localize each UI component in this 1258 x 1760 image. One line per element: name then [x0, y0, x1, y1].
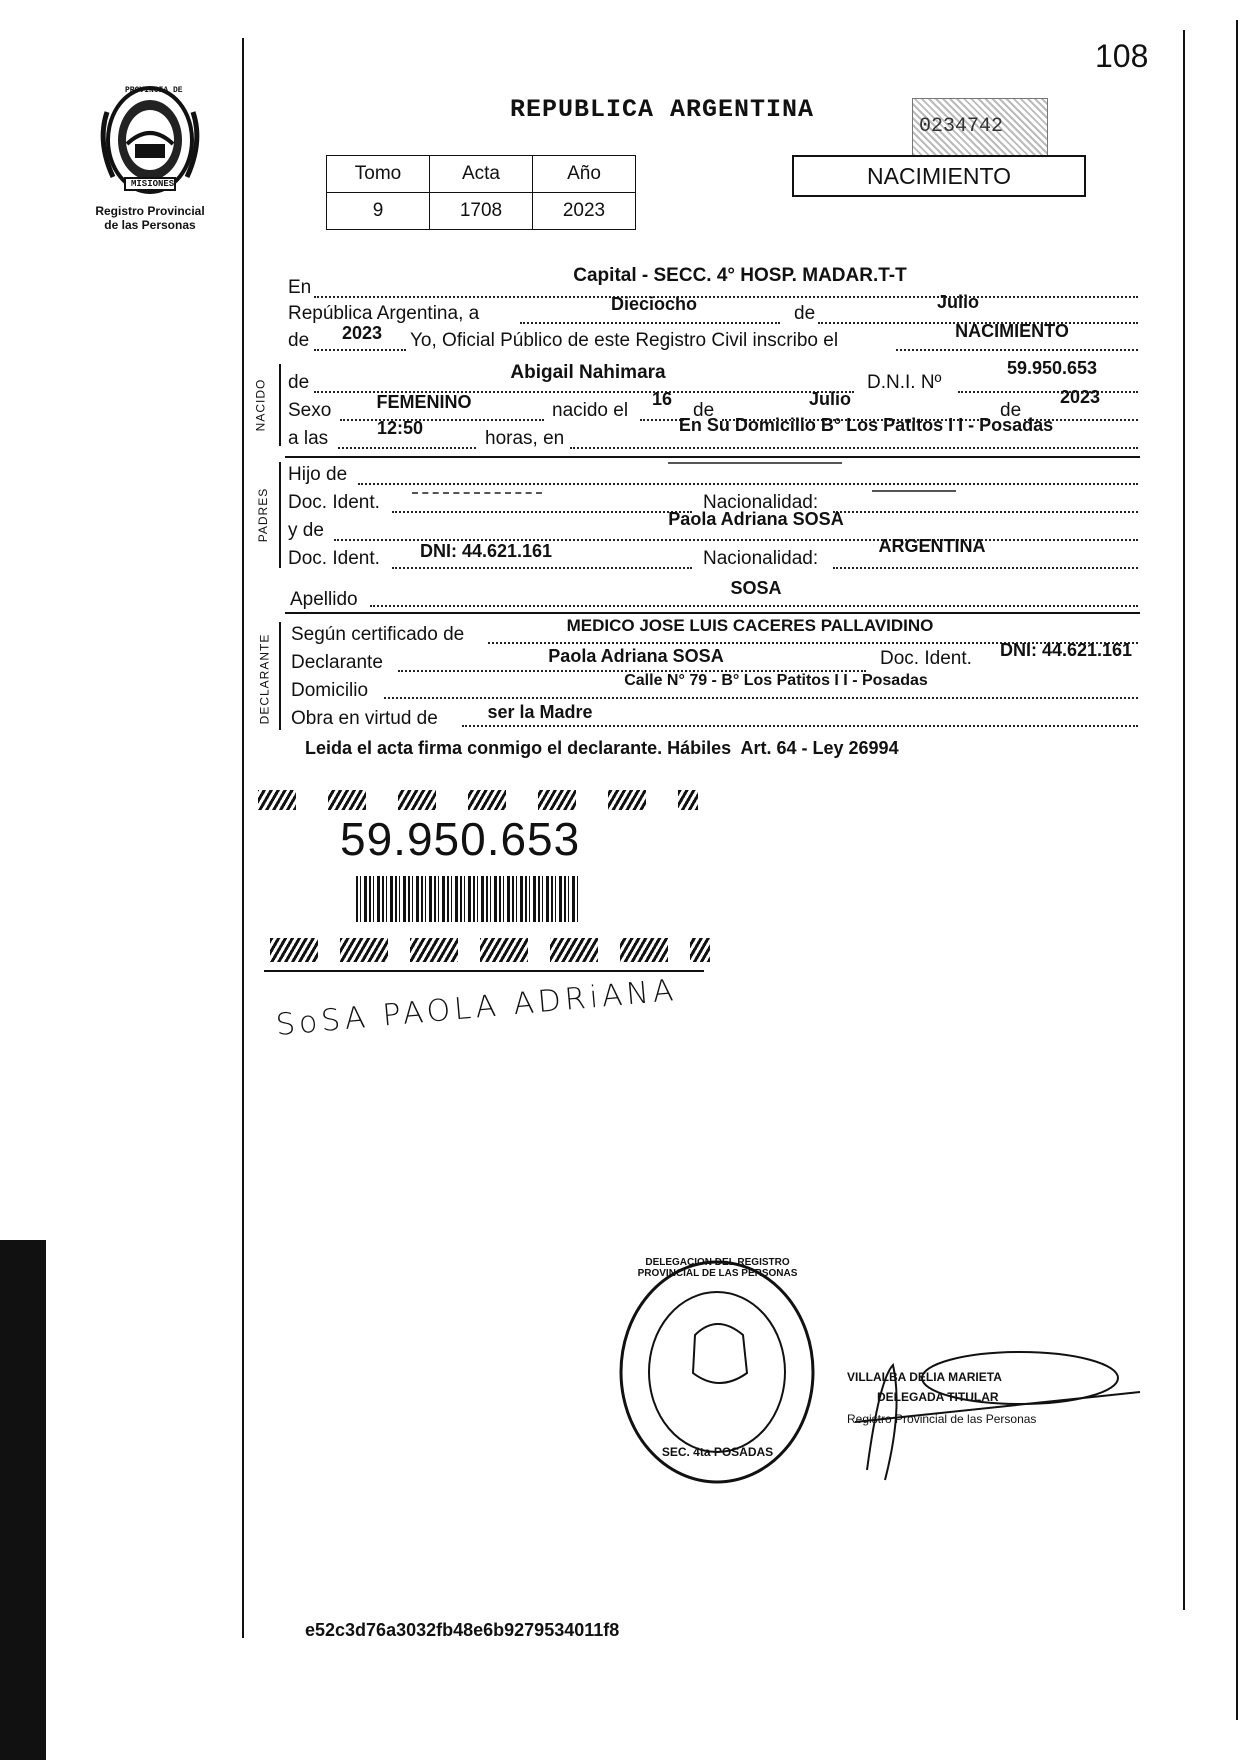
year-value: 2023: [341, 323, 383, 343]
day-dots: [520, 322, 780, 324]
sexo-dots: [340, 419, 544, 421]
dni-value: 59.950.653: [1006, 358, 1098, 378]
signer-title: DELEGADA TITULAR: [877, 1390, 999, 1404]
declarante-label: Declarante: [291, 652, 383, 673]
tomo-value: 9: [327, 193, 430, 230]
father-dots: [358, 483, 1138, 485]
nac1-label: Nacionalidad:: [703, 492, 819, 513]
declarante-doc-label: Doc. Ident.: [880, 648, 972, 669]
nacido-el-label: nacido el: [552, 400, 629, 421]
dni-dots: [958, 391, 1138, 393]
doc1-label: Doc. Ident.: [288, 492, 380, 513]
act-type-label: NACIMIENTO: [867, 163, 1011, 189]
sticker-bottom-line: [264, 970, 704, 972]
emblem-top-text: PROVINCIA DE: [125, 86, 183, 95]
document-hash: e52c3d76a3032fb48e6b9279534011f8: [305, 1620, 620, 1640]
birth-year: 2023: [1059, 387, 1101, 407]
sticker-pattern-bottom: [270, 938, 710, 962]
declarante-bracket: [279, 622, 281, 730]
dni-label: D.N.I. Nº: [867, 372, 942, 393]
nac2-label: Nacionalidad:: [703, 548, 819, 569]
obra-value: ser la Madre: [487, 702, 593, 722]
act-value: NACIMIENTO: [955, 321, 1069, 341]
en-dots: [314, 296, 1138, 298]
seal-ring-text: DELEGACION DEL REGISTRO PROVINCIAL DE LAS PERSONAS: [637, 1257, 798, 1279]
mother-nationality: ARGENTINA: [878, 536, 986, 556]
birth-time: 12:50: [376, 418, 424, 438]
declarante-doc: DNI: 44.621.161: [999, 640, 1133, 660]
domicilio-value: Calle N° 79 - B° Los Patitos I I - Posadas: [624, 672, 928, 689]
sticker-barcode: [356, 876, 578, 922]
signature-stamp: [845, 1350, 1145, 1490]
registry-line-2: de las Personas: [104, 218, 196, 232]
official-seal: [615, 1255, 820, 1490]
obra-label: Obra en virtud de: [291, 708, 438, 729]
declarante-section-label: DECLARANTE: [257, 633, 272, 725]
provincial-emblem: [95, 82, 205, 200]
de-label: de: [794, 303, 816, 324]
act-type-box: [792, 155, 1086, 197]
birth-month: Julio: [808, 389, 852, 409]
anio-header: Año: [533, 156, 636, 193]
left-margin-line: [242, 38, 244, 1638]
father-blank-line: [668, 462, 842, 464]
acta-value: 1708: [430, 193, 533, 230]
control-stamp-number: 0234742: [919, 115, 1004, 138]
padres-section-label: PADRES: [256, 487, 271, 543]
domicilio-dots: [384, 697, 1138, 699]
sticker-dni-number: 59.950.653: [340, 813, 581, 865]
nacido-separator: [285, 456, 1140, 458]
en-value: Capital - SECC. 4° HOSP. MADAR.T-T: [573, 265, 907, 286]
declarante-value: Paola Adriana SOSA: [548, 646, 724, 666]
act-dots: [896, 349, 1138, 351]
record-table-value-row: [327, 193, 636, 230]
certificado-label: Según certificado de: [291, 624, 465, 645]
hijo-de-label: Hijo de: [288, 464, 348, 485]
padres-bracket: [279, 462, 281, 568]
handwritten-name: SoSA PAOLA ADRiANA: [274, 972, 679, 1043]
horas-label: horas, en: [485, 428, 565, 449]
sexo-label: Sexo: [288, 400, 332, 421]
anio-value: 2023: [533, 193, 636, 230]
right-margin-line: [1183, 30, 1185, 1610]
emblem-bottom-text: MISIONES: [131, 179, 175, 189]
en-label: En: [288, 277, 312, 298]
birth-day: 16: [651, 389, 673, 409]
doc1-dots: [392, 511, 692, 513]
registry-line-1: Registro Provincial: [95, 204, 205, 218]
a-las-label: a las: [288, 428, 329, 449]
birth-day-dots: [640, 419, 684, 421]
de2-label: de: [288, 330, 310, 351]
month-value: Julio: [936, 292, 980, 312]
y-de-label: y de: [288, 520, 324, 541]
closing-text: Leida el acta firma conmigo el declarante. Hábiles Art. 64 - Ley 26994: [305, 738, 899, 758]
acta-header: Acta: [430, 156, 533, 193]
nacido-de2-label: de: [693, 400, 715, 421]
republica-label: República Argentina, a: [288, 303, 480, 324]
time-dots: [338, 447, 476, 449]
oficial-text: Yo, Oficial Público de este Registro Civil inscribo el: [410, 330, 839, 351]
doc1-blank-line: [412, 492, 542, 494]
apellido-separator: [285, 612, 1140, 614]
control-stamp: [912, 98, 1048, 156]
apellido-value: SOSA: [730, 578, 782, 598]
year-dots: [314, 349, 406, 351]
nacido-de-label: de: [288, 372, 310, 393]
sticker-pattern-top: [258, 790, 698, 810]
record-table-header-row: [327, 156, 636, 193]
signer-name: VILLALBA DELIA MARIETA: [847, 1370, 1002, 1384]
document-title: REPUBLICA ARGENTINA: [510, 95, 815, 124]
place-dots: [570, 447, 1138, 449]
nac1-dots: [833, 511, 1138, 513]
sexo-value: FEMENINO: [376, 392, 472, 412]
right-edge-line: [1236, 20, 1238, 1720]
tomo-header: Tomo: [327, 156, 430, 193]
nacido-bracket: [279, 364, 281, 446]
nacido-section-label: NACIDO: [253, 378, 268, 432]
doc2-label: Doc. Ident.: [288, 548, 380, 569]
day-value: Dieciocho: [610, 294, 698, 314]
dni-sticker: [258, 786, 710, 974]
registry-name: [80, 204, 220, 232]
obra-dots: [462, 725, 1138, 727]
birth-place: En Su Domicilio B° Los Patitos I I - Posadas: [678, 415, 1054, 435]
child-name: Abigail Nahimara: [510, 362, 666, 383]
nac1-blank-line: [872, 490, 956, 492]
scan-edge-bar: [0, 1240, 46, 1760]
record-table: [326, 155, 636, 230]
nacido-de3-label: de: [1000, 400, 1022, 421]
page-number: 108: [1095, 38, 1149, 74]
seal-center-text: SEC. 4ta POSADAS: [661, 1445, 774, 1459]
certificado-value: MEDICO JOSE LUIS CACERES PALLAVIDINO: [566, 616, 934, 635]
mother-name: Paola Adriana SOSA: [668, 509, 844, 529]
apellido-label: Apellido: [290, 589, 358, 610]
mother-doc: DNI: 44.621.161: [419, 541, 553, 561]
domicilio-label: Domicilio: [291, 680, 369, 701]
doc2-dots: [392, 567, 692, 569]
signer-registry: Registro Provincial de las Personas: [847, 1412, 1037, 1426]
nac2-dots: [833, 567, 1138, 569]
apellido-dots: [370, 605, 1138, 607]
